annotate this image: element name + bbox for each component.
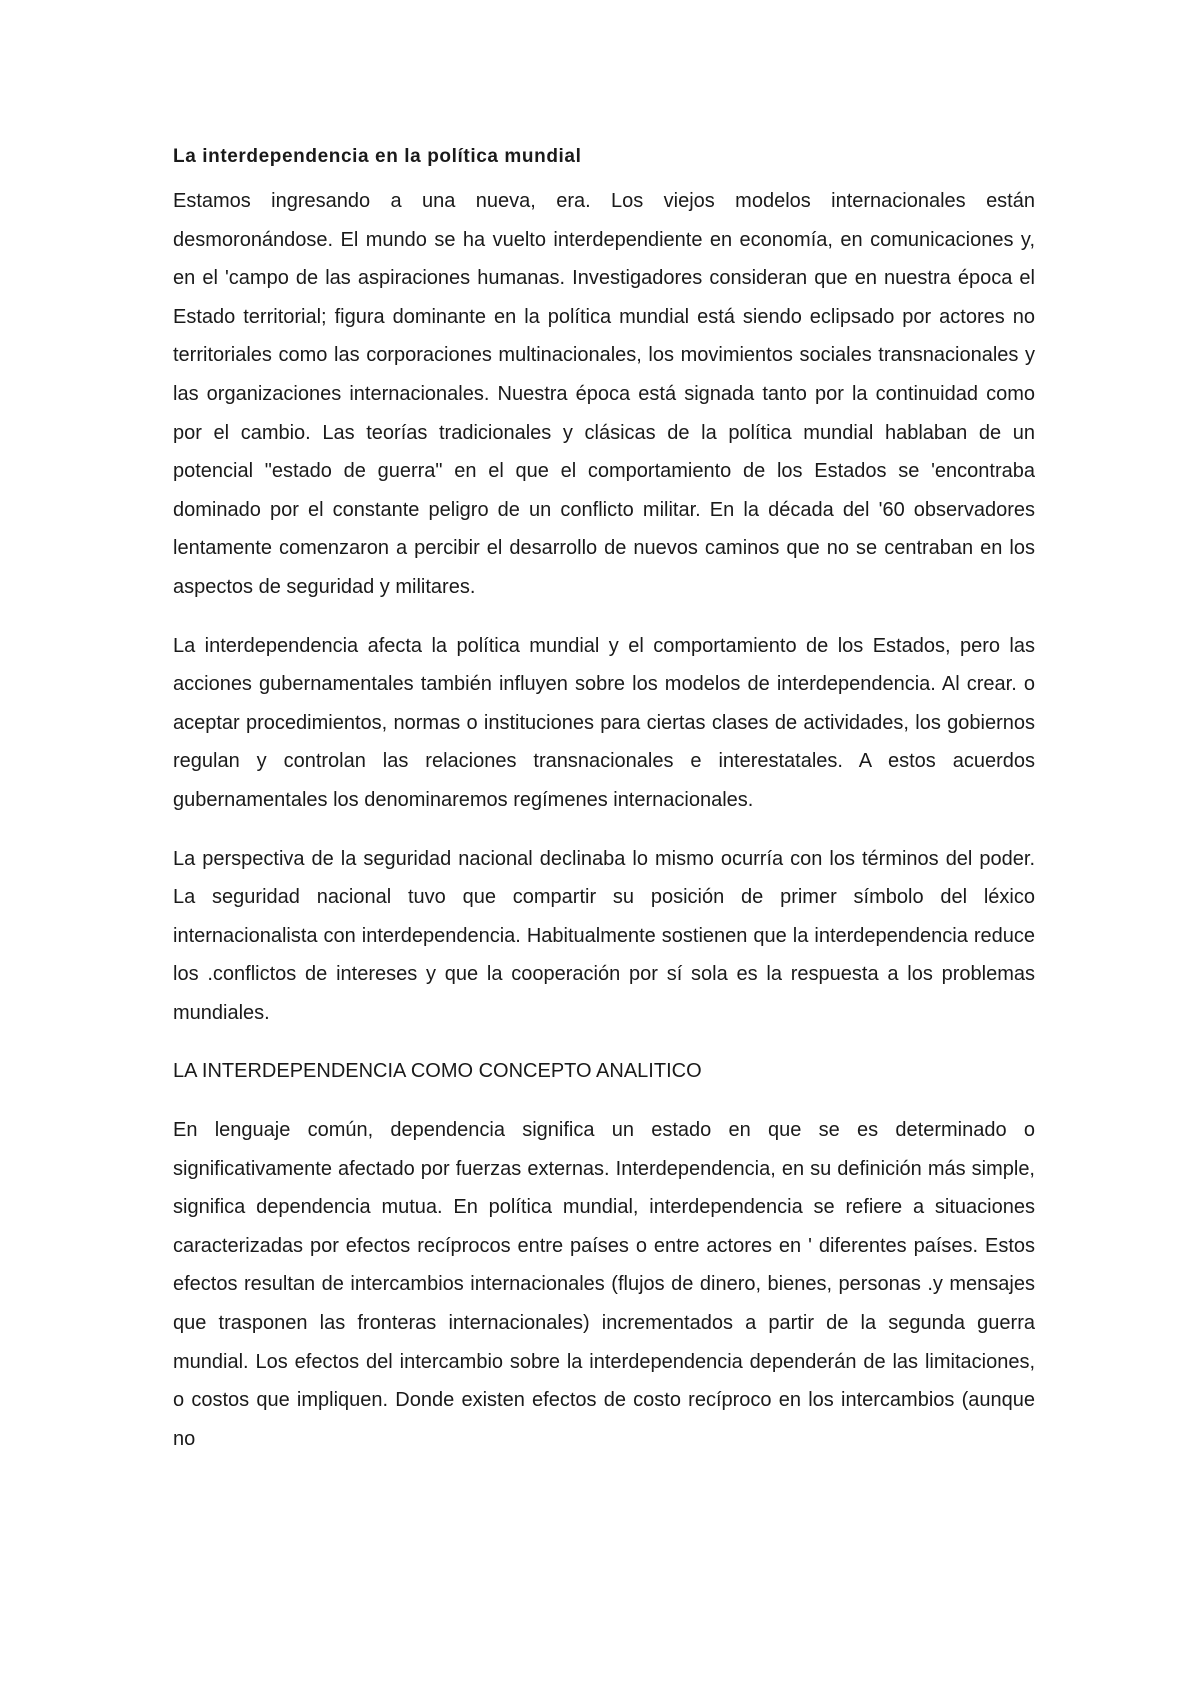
paragraph-4: En lenguaje común, dependencia significa un estado en que se es determinado o significativamente afectado por fuerzas externas. Interdependencia, en su definición más simple, significa dependencia mutua. En política mundial, interdependencia se refiere a situaciones caracterizadas por efectos recíprocos entre países o entre actores en ' diferentes países. Estos efectos resultan de intercambios internacionales (flujos de dinero, bienes, personas .y mensajes que trasponen las fronteras internacionales) incrementados a partir de la segunda guerra mundial. Los efectos del intercambio sobre la interdependencia dependerán de las limitaciones, o costos que impliquen. Donde existen efectos de costo recíproco en los intercambios (aunque no bbox=[173, 1119, 1035, 1450]
paragraph-3: La perspectiva de la seguridad nacional declinaba lo mismo ocurría con los términos del poder. La seguridad nacional tuvo que compartir su posición de primer símbolo del léxico internacionalista con interdependencia. Habitualmente sostienen que la interdependencia reduce los .conflictos de intereses y que la cooperación por sí sola es la respuesta a los problemas mundiales. bbox=[173, 847, 1035, 1024]
document-title: La interdependencia en la política mundial bbox=[173, 146, 582, 167]
paragraph-1: Estamos ingresando a una nueva, era. Los viejos modelos internacionales están desmoronándose. El mundo se ha vuelto interdependiente en economía, en comunicaciones y, en el 'campo de las aspiraciones humanas. Investigadores consideran que en nuestra época el Estado territorial; figura dominante en la política mundial está siendo eclipsado por actores no territoriales como las corporaciones multinacionales, los movimientos sociales transnacionales y las organizaciones internacionales. Nuestra época está signada tanto por la continuidad como por el cambio. Las teorías tradicionales y clásicas de la política mundial hablaban de un potencial "estado de guerra" en el que el comportamiento de los Estados se 'encontraba dominado por el constante peligro de un conflicto militar. En la década del '60 observadores lentamente comenzaron a percibir el desarrollo de nuevos caminos que no se centraban en los aspectos de seguridad y militares. bbox=[173, 190, 1035, 598]
paragraph-2: La interdependencia afecta la política mundial y el comportamiento de los Estados, pero las acciones gubernamentales también influyen sobre los modelos de interdependencia. Al crear. o aceptar procedimientos, normas o instituciones para ciertas clases de actividades, los gobiernos regulan y controlan las relaciones transnacionales e interestatales. A estos acuerdos gubernamentales los denominaremos regímenes internacionales. bbox=[173, 634, 1035, 811]
document-body bbox=[173, 140, 1035, 1458]
section-heading: LA INTERDEPENDENCIA COMO CONCEPTO ANALITICO bbox=[173, 1060, 702, 1083]
